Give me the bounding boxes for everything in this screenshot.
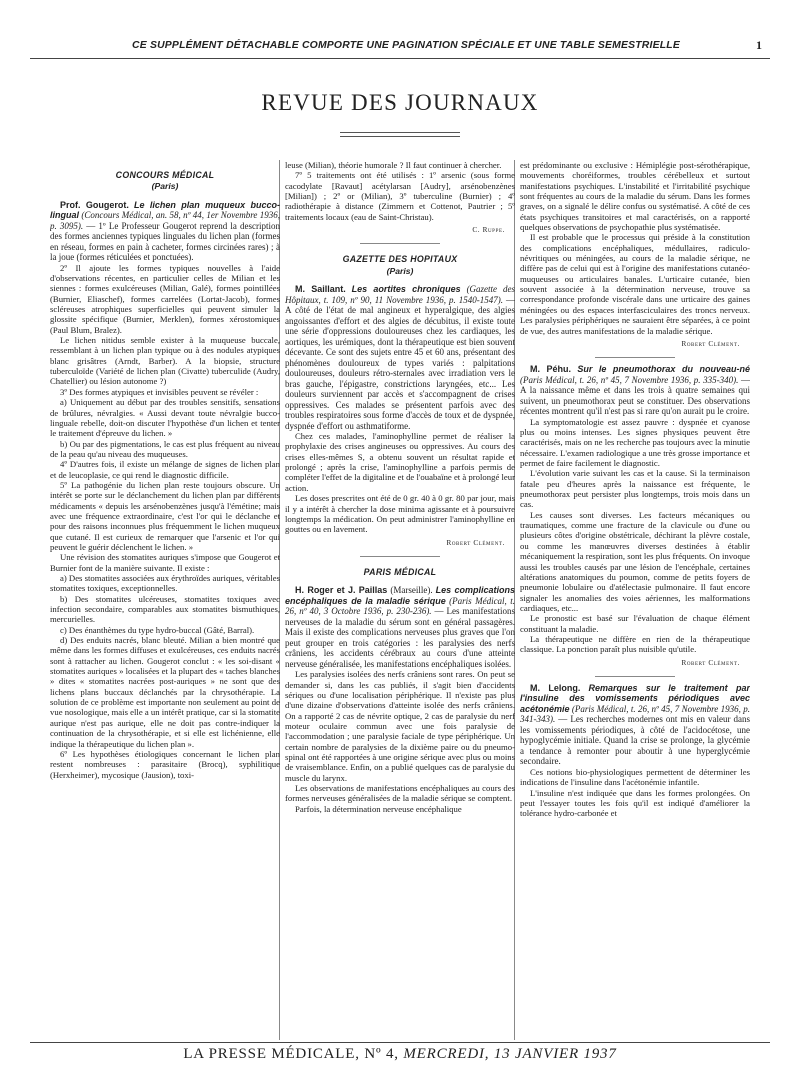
divider [595, 676, 675, 677]
article-author: M. Lelong. [530, 682, 581, 693]
column-3 [520, 160, 750, 1040]
article-author: H. Roger et J. Paillas [295, 585, 388, 596]
article-reference: (Gazette des Hôpitaux, t. 109, nº 90, 11 Novembre 1936, p. 1540-1547). [285, 284, 515, 305]
article-heading [285, 585, 515, 669]
paragraph: 4º D'autres fois, il existe un mélange de signes de lichen plan et de leucoplasie, ce qui rend le diagnostic difficile. [50, 459, 280, 480]
section-heading: PARIS MÉDICAL [363, 566, 437, 577]
title-rule-bottom [340, 136, 460, 137]
signature: Robert Clément. [446, 538, 505, 547]
column-2 [285, 160, 515, 1040]
running-header: CE SUPPLÉMENT DÉTACHABLE COMPORTE UNE PAGINATION SPÉCIALE ET UNE TABLE SEMESTRIELLE [132, 40, 680, 51]
title-rule-top [340, 132, 460, 133]
paragraph: — 1º Le Professeur Gougerot reprend la description des formes anciennes typiques linguales du lichen plan (formes en réseau, formes en pain à cacheter, formes circinées rares) ; à la joue (formes réticulées et ponctuées). [50, 220, 280, 263]
article-title: Les aortites chroniques [351, 284, 461, 295]
paragraph: est prédominante ou exclusive : Hémiplégie post-sérothérapique, mouvements choréiformes, troubles cérébelleux et surtout manifestations psychiques. L'instabilité et l'irritabilité psychique sont fréquentes au cours de la maladie du sérum. Dans les formes graves, on a signalé le délire confus ou systématisé. A côté de ces états psychiques transitoires et mal caractérisés, on a rapporté quelques observations de psychopathie plus systématisée. [520, 160, 750, 233]
page-title: REVUE DES JOURNAUX [261, 90, 539, 115]
page-number: 1 [756, 38, 762, 52]
paragraph: — A côté de l'état de mal angineux et hyperalgique, des algies angoissantes d'effort et des algies de décubitus, il existe toute une série d'oppressions douloureuses chez les cardiaques, les aortiques, les urémiques, dont la thérapeutique est bien souvent décevante. Ce sont des sujets entre 45 et 60 ans, présentant des phénomènes douloureux de types variés : palpitations douloureuses, douleurs rétro-sternales avec irradiation vers le bras gauche, l'épigastre, constrictions laryngées, etc... Les douleurs surviennent par accès et s'accompagnent de crises oppressives. Ces malades se présentent parfois avec des troubles respiratoires sous forme d'accès de toux et de dyspnée, dyspnée d'effort ou asthmatiforme. [285, 294, 515, 431]
paragraph: Les observations de manifestations encéphaliques au cours des formes nerveuses généralisées de la maladie sérique se comptent. [285, 783, 515, 804]
paragraph: 6º Les hypothèses étiologiques concernant le lichen plan restent nombreuses : parasitaire (Brocq), syphilitique (Herxheimer), mycosique (Jausion), toxi- [50, 748, 280, 780]
page-footer [0, 1046, 800, 1063]
section-heading: GAZETTE DES HOPITAUX [342, 254, 458, 265]
section-city: (Paris) [386, 265, 414, 276]
divider [595, 357, 675, 358]
paragraph: La thérapeutique ne diffère en rien de la thérapeutique classique. La ponction paraît plus nuisible qu'utile. [520, 633, 750, 655]
paragraph: a) Uniquement au début par des troubles sensitifs, sensations de brûlures, névralgies. « Aussi devant toute névralgie bucco-linguale rebelle, doit-on discuter l'hypothèse d'un lichen et tenter le traitement d'épreuve du lichen. » [50, 397, 280, 439]
paragraph: La symptomatologie est assez pauvre : dyspnée et cyanose plus ou moins intenses. Les signes physiques peuvent être caractérisés, mais on ne les recherche pas toujours avec la minutie nécessaire. L'examen radiologique a une très grosse importance et permet de faire facilement le diagnostic. [520, 416, 750, 469]
section-city: (Paris) [151, 181, 179, 192]
paragraph: Les causes sont diverses. Les facteurs mécaniques ou traumatiques, comme une fracture de la clavicule ou d'une ou plusieurs côtes d'origine obstétricale, déchirant la plèvre costale, ou comme les manœuvres diverses destinées à établir mécaniquement la respiration, sont les plus fréquents. On invoque aussi les troubles causés par une lésion de l'encéphale, certaines altérations anatomiques du poumon, comme de petits foyers de pneumonie lobulaire ou d'atélectasie pulmonaire. Il faut encore signaler les anomalies des voies aériennes, les malformations cardiaques, etc... [520, 509, 750, 613]
paragraph: a) Des stomatites associées aux érythroïdes auriques, véritables stomatites toxiques, exceptionnelles. [50, 573, 280, 594]
divider [360, 556, 440, 557]
paragraph: — Les recherches modernes ont mis en valeur dans les vomissements périodiques, à côté de l'acidocétose, une hypoglycémie initiale. Quand la crise se prolonge, la glycémie a tendance à remonter pour aboutir à une hyperglycémie secondaire. [520, 714, 750, 767]
article-heading [520, 364, 750, 417]
paragraph: — A la naissance même et dans les trois à quatre semaines qui suivent, un pneumothorax peut se constituer. Des observations récentes montrent qu'il n'est pas si rare qu'on aurait pu le croire. [520, 374, 750, 417]
article-reference: (Paris Médical, t. 26, nº 40, 3 Octobre 1936, p. 230-236). [285, 595, 515, 617]
article-author: M. Saillant. [295, 284, 346, 295]
article-city: (Marseille). [390, 585, 433, 596]
paragraph: b) Ou par des pigmentations, le cas est plus fréquent au niveau de la peau qu'au niveau des muqueuses. [50, 438, 280, 459]
article-heading [50, 200, 280, 263]
paragraph: b) Des stomatites ulcéreuses, stomatites toxiques avec infection secondaire, comparables aux stomatites bismuthiques, mercurielles. [50, 593, 280, 625]
journal-name: LA PRESSE MÉDICALE, Nº 4, [183, 1046, 399, 1062]
signature: C. Ruppe. [472, 226, 505, 235]
section-heading: CONCOURS MÉDICAL [115, 170, 215, 180]
paragraph: 3º Des formes atypiques et invisibles peuvent se révéler : [60, 386, 259, 397]
paragraph: d) Des enduits nacrés, blanc bleuté. Milian a bien montré que même dans les formes diffuses et exulcéreuses, ces enduits nacrés sont à rattacher au lichen. Gougerot conclut : « les soi-disant « stomatites auriques » localisées et la plupart des « taches blanches » dites « stomatites nacrées post-auriques » ne sont que des lichens plans buccaux déclanchés par la chrysothérapie. La solution de ce problème est importante non seulement au point de vue nosologique, mais elle a un intérêt pratique, car si la stomatite aurique n'est pas aurique, elle ne doit pas contre-indiquer la continuation de la chrysothérapie, et si elle est lichénienne, elle indique la thérapeutique du lichen plan ». [50, 635, 280, 749]
paragraph: Parfois, la détermination nerveuse encéphalique [295, 803, 462, 814]
paragraph: — Les manifestations nerveuses de la maladie du sérum sont en général passagères. Mais il existe des complications nerveuses plus graves que l'on peut grouper en trois catégories : les paralysies des nerfs crâniens, les accidents cérébraux au cours d'une atteinte nerveuse généralisée, les manifestations encéphaliques isolées. [285, 606, 515, 669]
issue-date: MERCREDI, 13 JANVIER 1937 [403, 1046, 617, 1062]
article-author: Prof. Gougerot. [60, 199, 129, 210]
column-1 [50, 160, 280, 1040]
footer-rule [30, 1042, 770, 1043]
paragraph: Le lichen nitidus semble exister à la muqueuse buccale, ressemblant à un lichen plan typique ou à des nodules atypiques blanc grisâtres (Arndt, Barber). A la biopsie, structure tuberculoïde (Variété de lichen plan (Civatte) tuberculide (Audry, Chatellier) ou lésion autonome ?) [50, 335, 280, 387]
paragraph: Le pronostic est basé sur l'évaluation de chaque élément constituant la maladie. [520, 613, 750, 634]
paragraph: Chez ces malades, l'aminophylline permet de réaliser la prophylaxie des crises angineuses ou oppressives. Au cours des crises elles-mêmes S, a obtenu souvent un résultat rapide et prolongé ; après la crise, l'aminophylline a parfois permis de compléter l'effet de la digitaline et de l'ouabaïne et à prolongé leur action. [285, 431, 515, 493]
article-heading [520, 683, 750, 767]
signature: Robert Clément. [681, 339, 740, 348]
article-title: Les complications encéphaliques de la maladie sérique [285, 585, 515, 606]
paragraph: 2º Il ajoute les formes typiques nouvelles à l'aide d'observations récentes, en particulier celles de Milian et les siennes : formes exulcéreuses (Milian, Galé), formes pointillées (Burnier, Eliaschef), formes carrelées (Lortat-Jacob), formes scléreuses atrophiques superficielles qui peuvent simuler la glossite spécifique (Burnier, Merklen), formes xérostomiques (Paul Blum, Bralez). [50, 262, 280, 335]
paragraph: leuse (Milian), théorie humorale ? Il faut continuer à chercher. [285, 160, 502, 170]
article-title: Le lichen plan muqueux bucco-lingual [50, 199, 280, 221]
divider [360, 243, 440, 244]
paragraph: Ces notions bio-physiologiques permettent de déterminer les indications de l'insuline dans l'acétonémie infantile. [520, 766, 750, 788]
article-heading [285, 284, 515, 431]
article-title: Sur le pneumothorax du nouveau-né [577, 364, 750, 375]
paragraph: Une révision des stomatites auriques s'impose que Gougerot et Burnier font de la manière suivante. Il existe : [50, 552, 280, 573]
article-reference: (Paris Médical, t. 26, nº 45, 7 Novembre 1936, p. 341-343). [520, 703, 750, 725]
article-reference: (Concours Médical, an. 58, nº 44, 1er Novembre 1936, p. 3095). [50, 210, 280, 231]
article-reference: (Paris Médical, t. 26, nº 45, 7 Novembre 1936, p. 335-340). [520, 374, 739, 385]
paragraph: Les doses prescrites ont été de 0 gr. 40 à 0 gr. 80 par jour, mais il y a intérêt à chercher la dose minima agissante et à poursuivre longtemps la médication. On peut administrer l'aminophylline en gouttes ou en lavement. [285, 493, 515, 535]
paragraph: L'insuline n'est indiquée que dans les formes prolongées. On peut l'essayer toutes les fois qu'il est indiqué d'améliorer la tolérance hydro-carbonée et [520, 787, 750, 819]
signature: Robert Clément. [681, 658, 740, 667]
paragraph: 5º La pathogénie du lichen plan reste toujours obscure. Un intérêt se porte sur le déclanchement du lichen plan par différents médicaments « depuis les arsénobenzènes jusqu'à l'émétine; mais avec une fréquence extraordinaire, c'est l'or qui le déclanche et pour des raisons inconnues plus fréquemment le lichen muqueux que cutané. Il est curieux de remarquer que l'arsenic et l'or qui peuvent le guérir déclenchent le lichen. » [50, 479, 280, 552]
article-title: Remarques sur le traitement par l'insuline des vomissements périodiques avec acétonémie [520, 682, 750, 714]
header-rule [30, 58, 770, 59]
paragraph: Il est probable que le processus qui préside à la constitution des complications encéphaliques, médullaires, radiculo-névritiques ou méningées, au cours de la maladie sérique, ne diffère pas de celui qui est à l'origine des manifestations cutanéo-muqueuses ou articulaires banales. L'urticaire cutanée, bien souvent associée à la détermination nerveuse, trouve sa correspondance profonde viscérale dans une urticaire des gaines méningées ou des espaces interfasciculaires des troncs nerveux. Les paralysies périphériques ne sauraient être séparées, à ce point de vue, des autres manifestations de la maladie sérique. [520, 232, 750, 336]
article-author: M. Péhu. [530, 364, 572, 375]
paragraph: c) Des énanthèmes du type hydro-buccal (Gâté, Barral). [60, 624, 255, 635]
paragraph: L'évolution varie suivant les cas et la cause. Si la terminaison fatale peu d'heures après la naissance est fréquente, le pneumothorax peut persister plus longtemps, trois mois dans un cas. [520, 468, 750, 510]
paragraph: 7º 5 traitements ont été utilisés : 1º arsenic (sous forme cacodylate [Ravaut] acétylarsan [Audry], arsénobenzènes [Milian]) ; 2º or (Milian), 3º tuberculine (Burnier) ; 4º radiothérapie à distance (Zimmern et Cottenot, Pautrier ; 5º traitements locaux (eau de Saint-Christau). [285, 170, 515, 222]
paragraph: Les paralysies isolées des nerfs crâniens sont rares. On peut se demander si, dans les cas publiés, il s'agit bien d'accidents sériques ou d'une localisation périphérique. Il n'existe pas plus d'une dizaine d'observations d'atteinte isolée des nerfs crâniens. On a rapporté 2 cas de névrite optique, 2 cas de paralysie du nerf moteur oculaire commun avec une fois paralysie de l'accommodation ; une paralysie faciale de type périphérique. Un certain nombre de paralysies de la dixième paire ou du pneumo-spinal ont été rapportées à une origine sérique avec plus ou moins de vraisemblance. Enfin, on a publié quelques cas de paralysie du muscle du larynx. [285, 669, 515, 783]
